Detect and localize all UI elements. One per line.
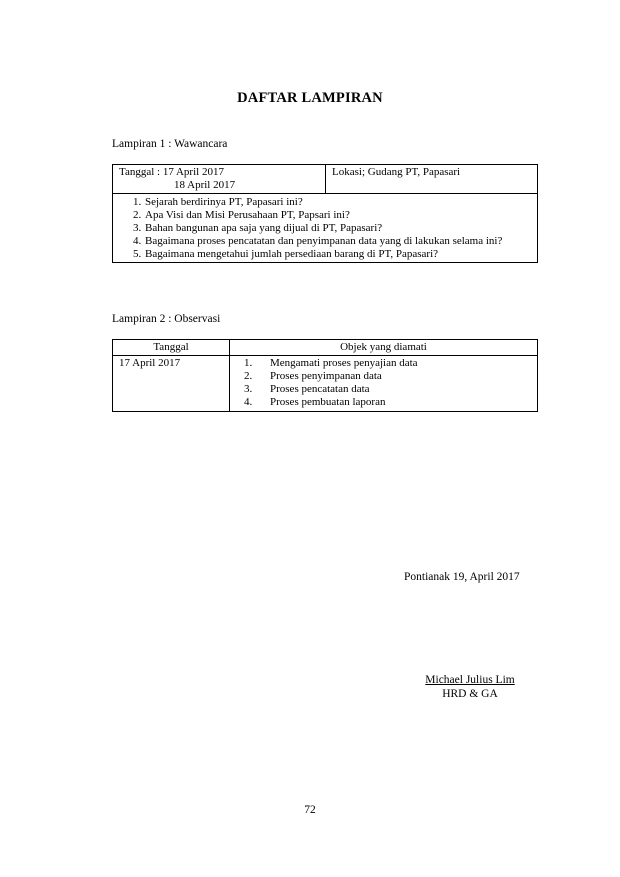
interview-questions-cell <box>113 194 538 263</box>
question-text: Bagaimana proses pencatatan dan penyimpanan data yang di lakukan selama ini? <box>145 235 503 247</box>
interview-questions-row <box>113 194 538 263</box>
question-item <box>119 196 531 209</box>
observation-number: 1. <box>244 357 253 369</box>
column-header-objek: Objek yang diamati <box>230 340 538 356</box>
lampiran2-label: Lampiran 2 : Observasi <box>112 313 221 325</box>
column-header-tanggal: Tanggal <box>113 340 230 356</box>
observation-item <box>234 396 533 409</box>
signature-block <box>404 673 536 701</box>
observation-item <box>234 357 533 370</box>
question-item <box>119 235 531 248</box>
question-item <box>119 248 531 261</box>
question-number: 3. <box>133 222 142 234</box>
observation-text: Proses pencatatan data <box>270 383 370 395</box>
question-text: Apa Visi dan Misi Perusahaan PT, Papsari ini? <box>145 209 350 221</box>
interview-location-cell <box>326 165 538 194</box>
question-text: Bagaimana mengetahui jumlah persediaan barang di PT, Papasari? <box>145 248 439 260</box>
question-item <box>119 222 531 235</box>
interview-date-line1: Tanggal : 17 April 2017 <box>119 166 224 178</box>
observation-item <box>234 383 533 396</box>
observation-text: Proses pembuatan laporan <box>270 396 386 408</box>
question-text: Sejarah berdirinya PT, Papasari ini? <box>145 196 303 208</box>
place-date: Pontianak 19, April 2017 <box>404 571 520 583</box>
observation-table <box>112 339 538 412</box>
observation-row <box>113 356 538 412</box>
question-text: Bahan bangunan apa saja yang dijual di PT, Papasari? <box>145 222 383 234</box>
question-list <box>119 196 531 261</box>
signer-role: HRD & GA <box>442 688 498 700</box>
signer-name: Michael Julius Lim <box>425 674 515 686</box>
interview-date-cell <box>113 165 326 194</box>
interview-location: Lokasi; Gudang PT, Papasari <box>332 166 461 178</box>
interview-table <box>112 164 538 263</box>
observation-objects-cell <box>230 356 538 412</box>
question-number: 1. <box>133 196 142 208</box>
interview-header-row <box>113 165 538 194</box>
question-number: 2. <box>133 209 142 221</box>
observation-number: 2. <box>244 370 253 382</box>
question-number: 4. <box>133 235 142 247</box>
page-title: DAFTAR LAMPIRAN <box>237 90 383 106</box>
observation-text: Mengamati proses penyajian data <box>270 357 418 369</box>
question-number: 5. <box>133 248 142 260</box>
observation-header-row <box>113 340 538 356</box>
interview-date-line2: 18 April 2017 <box>174 179 236 191</box>
question-item <box>119 209 531 222</box>
lampiran1-label: Lampiran 1 : Wawancara <box>112 138 228 150</box>
observation-item <box>234 370 533 383</box>
page-number: 72 <box>304 804 316 816</box>
observation-number: 4. <box>244 396 253 408</box>
observation-number: 3. <box>244 383 253 395</box>
observation-date: 17 April 2017 <box>113 356 230 412</box>
observation-text: Proses penyimpanan data <box>270 370 382 382</box>
